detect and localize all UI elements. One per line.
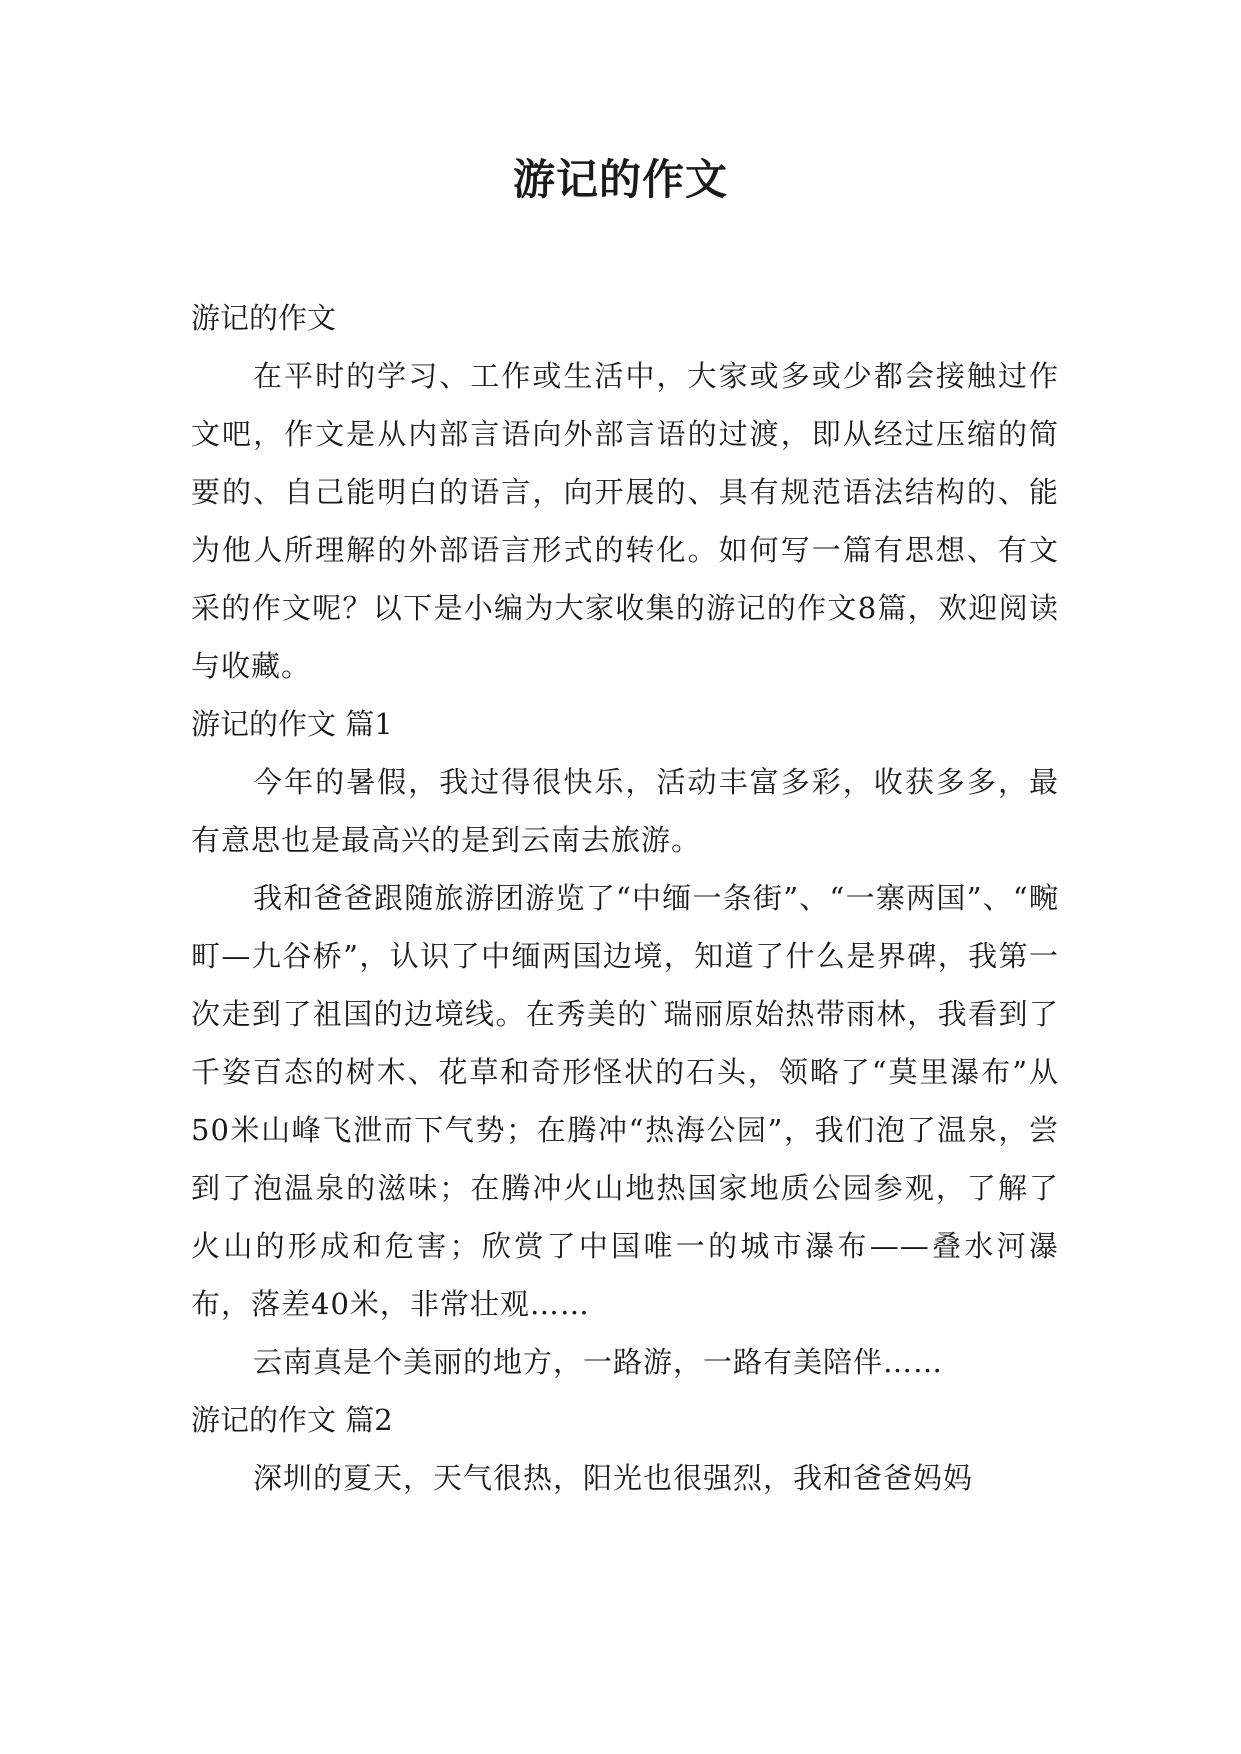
section-1-paragraph-1: 今年的暑假，我过得很快乐，活动丰富多彩，收获多多，最有意思也是最高兴的是到云南去旅游。 [191, 765, 1059, 857]
document-body [191, 289, 1059, 1507]
section-1-paragraph-3: 云南真是个美丽的地方，一路游，一路有美陪伴…… [253, 1345, 944, 1379]
section-2-heading: 游记的作文 篇2 [191, 1403, 393, 1437]
subtitle: 游记的作文 [191, 301, 337, 335]
section-1-paragraph-2: 我和爸爸跟随旅游团游览了“中缅一条街”、“一寨两国”、“畹町—九谷桥”，认识了中缅两国边境，知道了什么是界碑，我第一次走到了祖国的边境线。在秀美的`瑞丽原始热带雨林，我看到了千姿百态的树木、花草和奇形怪状的石头，领略了“莫里瀑布”从50米山峰飞泄而下气势；在腾冲“热海公园”，我们泡了温泉，尝到了泡温泉的滋味；在腾冲火山地热国家地质公园参观，了解了火山的形成和危害；欣赏了中国唯一的城市瀑布——叠水河瀑布，落差40米，非常壮观…… [191, 881, 1059, 1321]
intro-paragraph: 在平时的学习、工作或生活中，大家或多或少都会接触过作文吧，作文是从内部言语向外部言语的过渡，即从经过压缩的简要的、自己能明白的语言，向开展的、具有规范语法结构的、能为他人所理解的外部语言形式的转化。如何写一篇有思想、有文采的作文呢？以下是小编为大家收集的游记的作文8篇，欢迎阅读与收藏。 [191, 359, 1059, 683]
document-title: 游记的作文 [512, 155, 728, 204]
section-2-paragraph-1: 深圳的夏天，天气很热，阳光也很强烈，我和爸爸妈妈 [253, 1461, 974, 1495]
section-1-heading: 游记的作文 篇1 [191, 707, 393, 741]
